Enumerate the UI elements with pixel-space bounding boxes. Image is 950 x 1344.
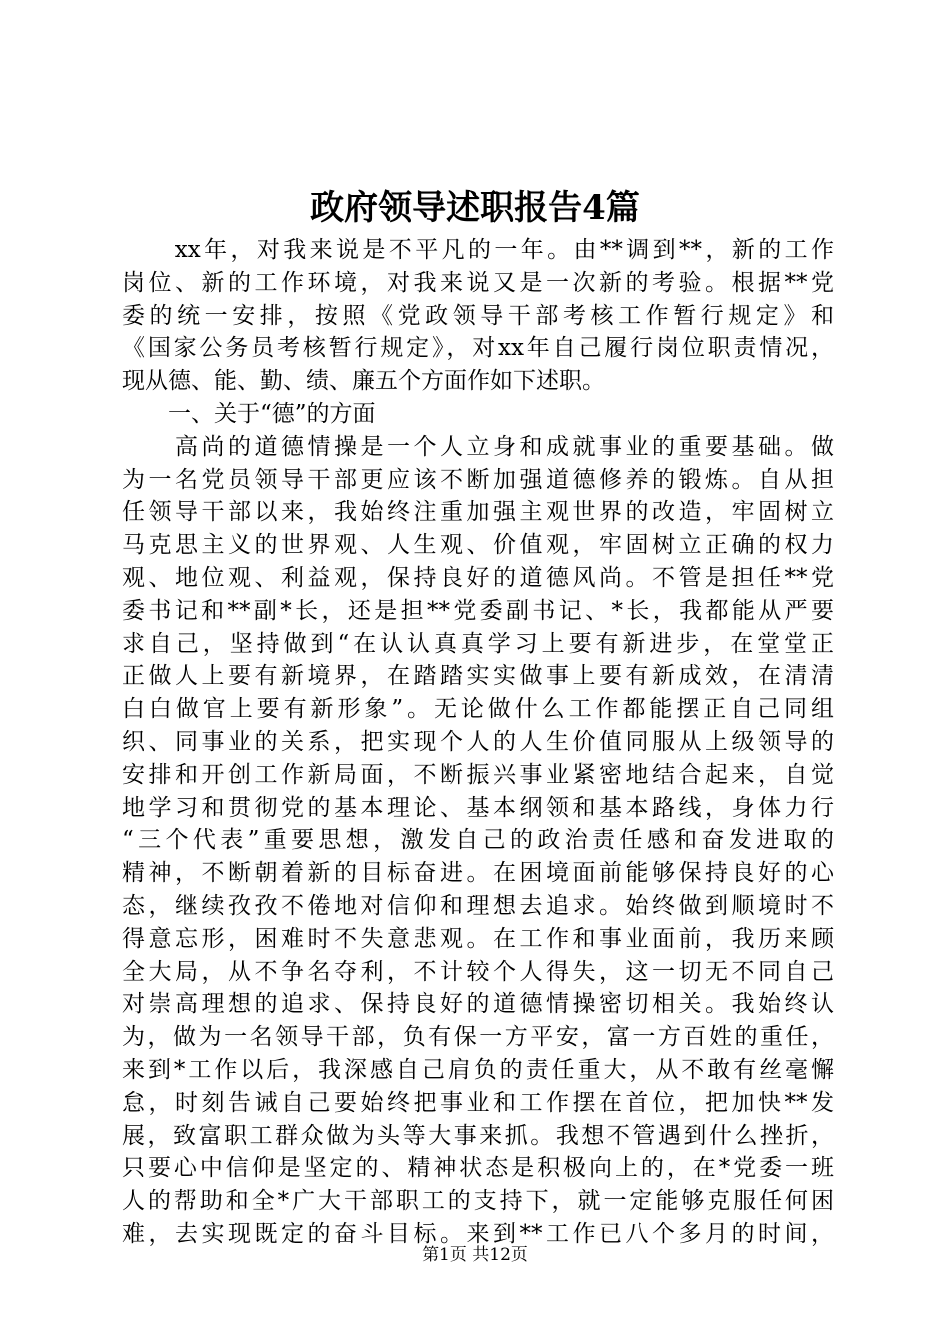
body-line: 全大局，从不争名夺利，不计较个人得失，这一切无不同自己 [122,958,834,985]
body-line: 正做人上要有新境界，在踏踏实实做事上要有新成效，在清清 [122,663,834,690]
body-line: 求自己，坚持做到“在认认真真学习上要有新进步，在堂堂正 [122,630,834,657]
body-line: 为，做为一名领导干部，负有保一方平安，富一方百姓的重任， [122,1024,834,1051]
body-line: 马克思主义的世界观、人生观、价值观，牢固树立正确的权力 [122,532,834,559]
body-line: 高尚的道德情操是一个人立身和成就事业的重要基础。做 [122,433,834,460]
body-line: 地学习和贯彻党的基本理论、基本纲领和基本路线，身体力行 [122,794,834,821]
body-line: 织、同事业的关系，把实现个人的人生价值同服从上级领导的 [122,728,834,755]
body-line: 任领导干部以来，我始终注重加强主观世界的改造，牢固树立 [122,499,834,526]
body-line: 人的帮助和全*广大干部职工的支持下，就一定能够克服任何困 [122,1188,834,1215]
body-line: 展，致富职工群众做为头等大事来抓。我想不管遇到什么挫折， [122,1122,834,1149]
body-line: xx年，对我来说是不平凡的一年。由**调到**，新的工作 [122,237,834,263]
body-line: 白白做官上要有新形象”。无论做什么工作都能摆正自己同组 [122,696,834,723]
body-line: 安排和开创工作新局面，不断振兴事业紧密地结合起来，自觉 [122,761,834,788]
body-line: 一、关于“德”的方面 [122,400,376,427]
body-line: 难，去实现既定的奋斗目标。来到**工作已八个多月的时间， [122,1220,834,1247]
page-footer: 第1页 共12页 [422,1245,528,1265]
body-line: 委书记和**副*长，还是担**党委副书记、*长，我都能从严要 [122,597,834,624]
body-line: 委的统一安排，按照《党政领导干部考核工作暂行规定》和 [122,302,834,329]
document-body [122,234,834,1251]
body-line: 来到*工作以后，我深感自己肩负的责任重大，从不敢有丝毫懈 [122,1056,834,1083]
body-line: 现从德、能、勤、绩、廉五个方面作如下述职。 [122,368,605,395]
body-line: 精神，不断朝着新的目标奋进。在困境面前能够保持良好的心 [122,860,834,887]
body-line: 得意忘形，困难时不失意悲观。在工作和事业面前，我历来顾 [122,925,834,952]
body-line: 岗位、新的工作环境，对我来说又是一次新的考验。根据**党 [122,269,834,296]
body-line: 为一名党员领导干部更应该不断加强道德修养的锻炼。自从担 [122,466,834,493]
body-line: 《国家公务员考核暂行规定》，对xx年自己履行岗位职责情况， [122,335,834,362]
body-line: 怠，时刻告诫自己要始终把事业和工作摆在首位，把加快**发 [122,1089,834,1116]
body-line: “三个代表”重要思想，激发自己的政治责任感和奋发进取的 [122,827,834,854]
body-line: 态，继续孜孜不倦地对信仰和理想去追求。始终做到顺境时不 [122,892,834,919]
body-line: 观、地位观、利益观，保持良好的道德风尚。不管是担任**党 [122,564,834,591]
body-line: 只要心中信仰是坚定的、精神状态是积极向上的，在*党委一班 [122,1155,834,1182]
body-line: 对崇高理想的追求、保持良好的道德情操密切相关。我始终认 [122,991,834,1018]
document-title: 政府领导述职报告4篇 [310,188,640,228]
